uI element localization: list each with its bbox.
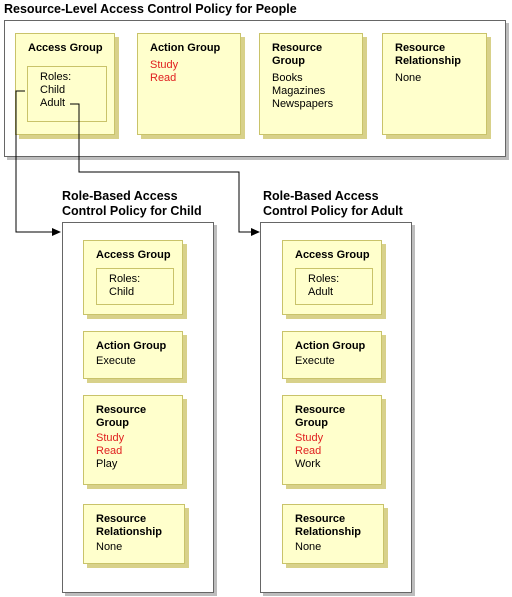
- top-action-item: Read: [150, 72, 177, 84]
- adult-resource-relationship-title: Resource Relationship: [295, 513, 362, 538]
- child-resource-item: Play: [96, 458, 118, 470]
- child-resource-group-card: [83, 395, 183, 485]
- top-resource-relationship-card: [382, 33, 487, 135]
- child-resource-relationship-card: [83, 504, 185, 564]
- adult-action-group-title: Action Group: [295, 340, 366, 352]
- top-role-adult: Adult: [40, 97, 66, 109]
- child-resource-item: Study: [96, 432, 125, 444]
- adult-relationship-item: None: [295, 541, 322, 553]
- child-policy-title-line2: Control Policy for Child: [62, 204, 202, 218]
- top-action-group-title: Action Group: [150, 42, 221, 54]
- top-access-group-title: Access Group: [28, 42, 103, 54]
- adult-policy-title-line2: Control Policy for Adult: [263, 204, 403, 218]
- adult-role: Adult: [308, 286, 334, 298]
- adult-access-group-title: Access Group: [295, 249, 370, 261]
- adult-policy-title-line1: Role-Based Access: [263, 189, 379, 203]
- adult-resource-item: Read: [295, 445, 322, 457]
- adult-roles-label: Roles:: [308, 273, 340, 285]
- top-relationship-item: None: [395, 72, 422, 84]
- child-roles-label: Roles:: [109, 273, 141, 285]
- child-action-group-card: [83, 331, 183, 379]
- top-resource-item: Newspapers: [272, 98, 334, 110]
- top-action-group-card: [137, 33, 241, 135]
- top-resource-item: Books: [272, 72, 303, 84]
- top-resource-group-card: [259, 33, 363, 135]
- adult-resource-item: Work: [295, 458, 321, 470]
- child-policy-title-line1: Role-Based Access: [62, 189, 178, 203]
- child-resource-group-title: Resource Group: [96, 404, 147, 429]
- top-roles-box: [27, 66, 107, 122]
- child-resource-item: Read: [96, 445, 123, 457]
- top-action-item: Study: [150, 59, 179, 71]
- adult-resource-relationship-card: [282, 504, 384, 564]
- child-resource-relationship-title: Resource Relationship: [96, 513, 163, 538]
- adult-action-item: Execute: [295, 355, 335, 367]
- child-connector-arrow: [52, 228, 61, 236]
- child-role: Child: [109, 286, 135, 298]
- top-resource-group-title: Resource Group: [272, 42, 323, 67]
- adult-resource-group-title: Resource Group: [295, 404, 346, 429]
- adult-resource-item: Study: [295, 432, 324, 444]
- top-policy-title: Resource-Level Access Control Policy for People: [4, 2, 297, 16]
- adult-roles-box: [295, 268, 373, 305]
- top-resource-relationship-title: Resource Relationship: [395, 42, 462, 67]
- top-roles-label: Roles:: [40, 71, 72, 83]
- adult-action-group-card: [282, 331, 382, 379]
- child-access-group-title: Access Group: [96, 249, 171, 261]
- child-roles-box: [96, 268, 174, 305]
- top-role-child: Child: [40, 84, 66, 96]
- adult-resource-group-card: [282, 395, 382, 485]
- child-relationship-item: None: [96, 541, 123, 553]
- adult-connector-arrow: [251, 228, 260, 236]
- child-action-group-title: Action Group: [96, 340, 167, 352]
- child-action-item: Execute: [96, 355, 136, 367]
- top-resource-item: Magazines: [272, 85, 326, 97]
